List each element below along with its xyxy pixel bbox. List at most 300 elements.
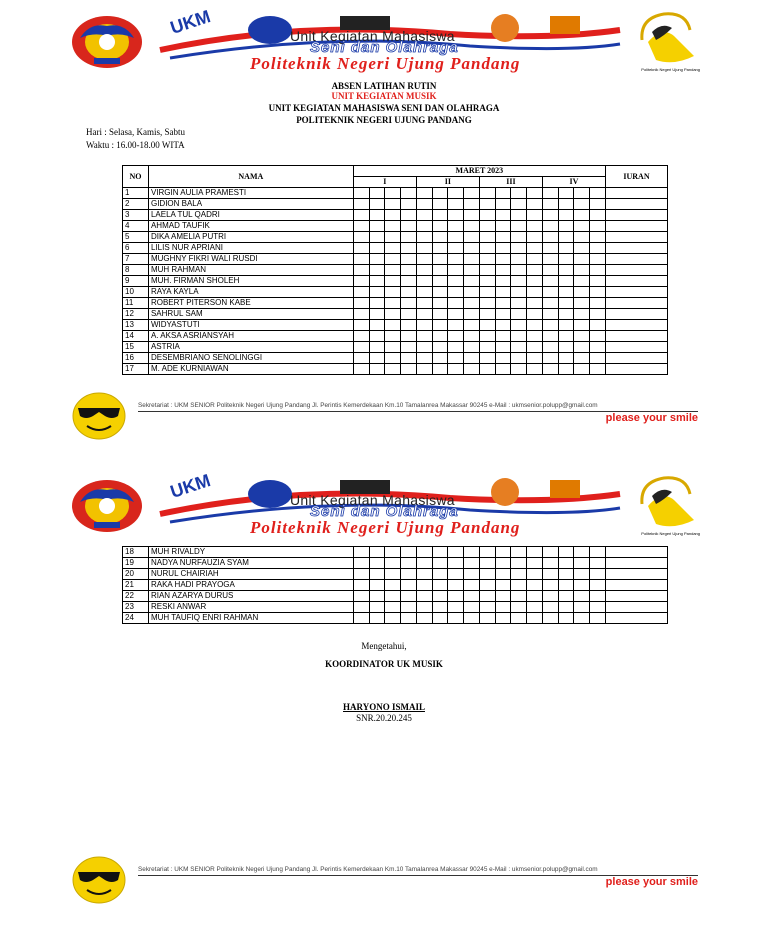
attendance-cell[interactable] xyxy=(369,287,385,298)
attendance-cell[interactable] xyxy=(416,547,432,558)
attendance-cell[interactable] xyxy=(353,199,369,210)
attendance-cell[interactable] xyxy=(432,569,448,580)
attendance-cell[interactable] xyxy=(448,265,464,276)
attendance-cell[interactable] xyxy=(527,210,543,221)
attendance-cell[interactable] xyxy=(385,569,401,580)
attendance-cell[interactable] xyxy=(432,558,448,569)
attendance-cell[interactable] xyxy=(464,602,480,613)
attendance-cell[interactable] xyxy=(416,298,432,309)
iuran-cell[interactable] xyxy=(605,298,667,309)
attendance-cell[interactable] xyxy=(353,243,369,254)
attendance-cell[interactable] xyxy=(542,613,558,624)
attendance-cell[interactable] xyxy=(401,364,417,375)
attendance-cell[interactable] xyxy=(385,558,401,569)
attendance-cell[interactable] xyxy=(511,364,527,375)
attendance-cell[interactable] xyxy=(590,547,606,558)
attendance-cell[interactable] xyxy=(401,221,417,232)
attendance-cell[interactable] xyxy=(574,221,590,232)
attendance-cell[interactable] xyxy=(495,602,511,613)
attendance-cell[interactable] xyxy=(590,591,606,602)
attendance-cell[interactable] xyxy=(401,569,417,580)
iuran-cell[interactable] xyxy=(606,591,668,602)
attendance-cell[interactable] xyxy=(448,199,464,210)
attendance-cell[interactable] xyxy=(574,265,590,276)
attendance-cell[interactable] xyxy=(527,199,543,210)
attendance-cell[interactable] xyxy=(558,298,574,309)
attendance-cell[interactable] xyxy=(511,353,527,364)
attendance-cell[interactable] xyxy=(574,342,590,353)
attendance-cell[interactable] xyxy=(353,298,369,309)
attendance-cell[interactable] xyxy=(432,364,448,375)
attendance-cell[interactable] xyxy=(542,320,558,331)
attendance-cell[interactable] xyxy=(542,210,558,221)
attendance-cell[interactable] xyxy=(448,547,464,558)
attendance-cell[interactable] xyxy=(416,602,432,613)
iuran-cell[interactable] xyxy=(605,254,667,265)
attendance-cell[interactable] xyxy=(479,232,495,243)
attendance-cell[interactable] xyxy=(542,221,558,232)
iuran-cell[interactable] xyxy=(605,309,667,320)
attendance-cell[interactable] xyxy=(574,602,590,613)
attendance-cell[interactable] xyxy=(558,254,574,265)
attendance-cell[interactable] xyxy=(448,613,464,624)
attendance-cell[interactable] xyxy=(527,364,543,375)
attendance-cell[interactable] xyxy=(464,364,480,375)
attendance-cell[interactable] xyxy=(511,569,527,580)
attendance-cell[interactable] xyxy=(369,591,385,602)
attendance-cell[interactable] xyxy=(448,602,464,613)
attendance-cell[interactable] xyxy=(385,320,401,331)
attendance-cell[interactable] xyxy=(401,265,417,276)
attendance-cell[interactable] xyxy=(479,265,495,276)
iuran-cell[interactable] xyxy=(605,276,667,287)
attendance-cell[interactable] xyxy=(574,591,590,602)
attendance-cell[interactable] xyxy=(448,276,464,287)
attendance-cell[interactable] xyxy=(495,547,511,558)
attendance-cell[interactable] xyxy=(527,232,543,243)
attendance-cell[interactable] xyxy=(353,569,369,580)
attendance-cell[interactable] xyxy=(495,298,511,309)
iuran-cell[interactable] xyxy=(605,320,667,331)
attendance-cell[interactable] xyxy=(416,591,432,602)
attendance-cell[interactable] xyxy=(558,547,574,558)
iuran-cell[interactable] xyxy=(605,188,667,199)
attendance-cell[interactable] xyxy=(511,591,527,602)
attendance-cell[interactable] xyxy=(495,287,511,298)
attendance-cell[interactable] xyxy=(590,232,606,243)
attendance-cell[interactable] xyxy=(385,309,401,320)
attendance-cell[interactable] xyxy=(590,309,606,320)
attendance-cell[interactable] xyxy=(558,309,574,320)
attendance-cell[interactable] xyxy=(353,254,369,265)
attendance-cell[interactable] xyxy=(527,353,543,364)
attendance-cell[interactable] xyxy=(590,580,606,591)
attendance-cell[interactable] xyxy=(416,342,432,353)
attendance-cell[interactable] xyxy=(590,254,606,265)
attendance-cell[interactable] xyxy=(574,276,590,287)
attendance-cell[interactable] xyxy=(353,353,369,364)
attendance-cell[interactable] xyxy=(558,602,574,613)
attendance-cell[interactable] xyxy=(416,199,432,210)
attendance-cell[interactable] xyxy=(511,287,527,298)
attendance-cell[interactable] xyxy=(464,309,480,320)
attendance-cell[interactable] xyxy=(479,364,495,375)
attendance-cell[interactable] xyxy=(558,221,574,232)
attendance-cell[interactable] xyxy=(590,569,606,580)
attendance-cell[interactable] xyxy=(464,342,480,353)
attendance-cell[interactable] xyxy=(464,232,480,243)
attendance-cell[interactable] xyxy=(369,243,385,254)
attendance-cell[interactable] xyxy=(369,188,385,199)
attendance-cell[interactable] xyxy=(590,331,606,342)
attendance-cell[interactable] xyxy=(527,188,543,199)
attendance-cell[interactable] xyxy=(448,580,464,591)
attendance-cell[interactable] xyxy=(369,221,385,232)
attendance-cell[interactable] xyxy=(369,298,385,309)
attendance-cell[interactable] xyxy=(511,613,527,624)
attendance-cell[interactable] xyxy=(542,287,558,298)
attendance-cell[interactable] xyxy=(448,309,464,320)
attendance-cell[interactable] xyxy=(495,569,511,580)
attendance-cell[interactable] xyxy=(416,331,432,342)
attendance-cell[interactable] xyxy=(574,210,590,221)
attendance-cell[interactable] xyxy=(495,188,511,199)
attendance-cell[interactable] xyxy=(448,569,464,580)
attendance-cell[interactable] xyxy=(495,353,511,364)
iuran-cell[interactable] xyxy=(605,331,667,342)
attendance-cell[interactable] xyxy=(401,199,417,210)
attendance-cell[interactable] xyxy=(385,580,401,591)
attendance-cell[interactable] xyxy=(401,243,417,254)
attendance-cell[interactable] xyxy=(464,320,480,331)
iuran-cell[interactable] xyxy=(605,342,667,353)
attendance-cell[interactable] xyxy=(448,331,464,342)
attendance-cell[interactable] xyxy=(511,254,527,265)
attendance-cell[interactable] xyxy=(353,232,369,243)
attendance-cell[interactable] xyxy=(432,547,448,558)
attendance-cell[interactable] xyxy=(590,265,606,276)
attendance-cell[interactable] xyxy=(574,243,590,254)
attendance-cell[interactable] xyxy=(432,613,448,624)
attendance-cell[interactable] xyxy=(432,188,448,199)
attendance-cell[interactable] xyxy=(558,265,574,276)
attendance-cell[interactable] xyxy=(416,580,432,591)
attendance-cell[interactable] xyxy=(479,309,495,320)
attendance-cell[interactable] xyxy=(416,569,432,580)
attendance-cell[interactable] xyxy=(495,591,511,602)
attendance-cell[interactable] xyxy=(479,199,495,210)
attendance-cell[interactable] xyxy=(416,188,432,199)
attendance-cell[interactable] xyxy=(353,287,369,298)
attendance-cell[interactable] xyxy=(385,613,401,624)
attendance-cell[interactable] xyxy=(574,320,590,331)
attendance-cell[interactable] xyxy=(416,265,432,276)
attendance-cell[interactable] xyxy=(558,199,574,210)
attendance-cell[interactable] xyxy=(401,254,417,265)
attendance-cell[interactable] xyxy=(558,364,574,375)
attendance-cell[interactable] xyxy=(542,580,558,591)
attendance-cell[interactable] xyxy=(479,331,495,342)
attendance-cell[interactable] xyxy=(448,558,464,569)
attendance-cell[interactable] xyxy=(369,613,385,624)
attendance-cell[interactable] xyxy=(511,309,527,320)
attendance-cell[interactable] xyxy=(479,602,495,613)
attendance-cell[interactable] xyxy=(495,199,511,210)
iuran-cell[interactable] xyxy=(605,243,667,254)
attendance-cell[interactable] xyxy=(479,547,495,558)
attendance-cell[interactable] xyxy=(369,602,385,613)
attendance-cell[interactable] xyxy=(353,188,369,199)
attendance-cell[interactable] xyxy=(590,613,606,624)
attendance-cell[interactable] xyxy=(574,254,590,265)
attendance-cell[interactable] xyxy=(448,243,464,254)
attendance-cell[interactable] xyxy=(385,331,401,342)
attendance-cell[interactable] xyxy=(401,613,417,624)
attendance-cell[interactable] xyxy=(353,558,369,569)
attendance-cell[interactable] xyxy=(511,342,527,353)
attendance-cell[interactable] xyxy=(401,210,417,221)
attendance-cell[interactable] xyxy=(574,232,590,243)
attendance-cell[interactable] xyxy=(542,199,558,210)
attendance-cell[interactable] xyxy=(416,353,432,364)
iuran-cell[interactable] xyxy=(605,287,667,298)
attendance-cell[interactable] xyxy=(479,353,495,364)
attendance-cell[interactable] xyxy=(511,210,527,221)
attendance-cell[interactable] xyxy=(574,569,590,580)
attendance-cell[interactable] xyxy=(353,342,369,353)
attendance-cell[interactable] xyxy=(495,309,511,320)
attendance-cell[interactable] xyxy=(385,210,401,221)
attendance-cell[interactable] xyxy=(448,287,464,298)
attendance-cell[interactable] xyxy=(385,265,401,276)
attendance-cell[interactable] xyxy=(385,243,401,254)
attendance-cell[interactable] xyxy=(401,320,417,331)
attendance-cell[interactable] xyxy=(542,243,558,254)
attendance-cell[interactable] xyxy=(527,580,543,591)
attendance-cell[interactable] xyxy=(511,331,527,342)
iuran-cell[interactable] xyxy=(606,613,668,624)
iuran-cell[interactable] xyxy=(605,265,667,276)
iuran-cell[interactable] xyxy=(606,558,668,569)
attendance-cell[interactable] xyxy=(495,320,511,331)
attendance-cell[interactable] xyxy=(432,210,448,221)
attendance-cell[interactable] xyxy=(590,342,606,353)
attendance-cell[interactable] xyxy=(479,613,495,624)
attendance-cell[interactable] xyxy=(574,364,590,375)
attendance-cell[interactable] xyxy=(401,353,417,364)
attendance-cell[interactable] xyxy=(495,331,511,342)
attendance-cell[interactable] xyxy=(353,320,369,331)
attendance-cell[interactable] xyxy=(416,232,432,243)
attendance-cell[interactable] xyxy=(574,298,590,309)
attendance-cell[interactable] xyxy=(479,254,495,265)
attendance-cell[interactable] xyxy=(574,309,590,320)
attendance-cell[interactable] xyxy=(527,254,543,265)
attendance-cell[interactable] xyxy=(416,613,432,624)
attendance-cell[interactable] xyxy=(558,232,574,243)
attendance-cell[interactable] xyxy=(542,276,558,287)
attendance-cell[interactable] xyxy=(542,353,558,364)
attendance-cell[interactable] xyxy=(353,210,369,221)
attendance-cell[interactable] xyxy=(558,243,574,254)
attendance-cell[interactable] xyxy=(527,591,543,602)
attendance-cell[interactable] xyxy=(495,364,511,375)
attendance-cell[interactable] xyxy=(542,254,558,265)
attendance-cell[interactable] xyxy=(542,298,558,309)
attendance-cell[interactable] xyxy=(495,210,511,221)
attendance-cell[interactable] xyxy=(464,569,480,580)
attendance-cell[interactable] xyxy=(401,558,417,569)
attendance-cell[interactable] xyxy=(432,331,448,342)
attendance-cell[interactable] xyxy=(401,276,417,287)
attendance-cell[interactable] xyxy=(385,353,401,364)
attendance-cell[interactable] xyxy=(432,342,448,353)
attendance-cell[interactable] xyxy=(432,591,448,602)
attendance-cell[interactable] xyxy=(542,602,558,613)
attendance-cell[interactable] xyxy=(511,298,527,309)
attendance-cell[interactable] xyxy=(416,254,432,265)
attendance-cell[interactable] xyxy=(574,353,590,364)
attendance-cell[interactable] xyxy=(353,309,369,320)
attendance-cell[interactable] xyxy=(495,265,511,276)
iuran-cell[interactable] xyxy=(605,364,667,375)
attendance-cell[interactable] xyxy=(590,221,606,232)
attendance-cell[interactable] xyxy=(432,602,448,613)
attendance-cell[interactable] xyxy=(401,232,417,243)
attendance-cell[interactable] xyxy=(590,602,606,613)
attendance-cell[interactable] xyxy=(448,210,464,221)
attendance-cell[interactable] xyxy=(542,342,558,353)
attendance-cell[interactable] xyxy=(495,221,511,232)
attendance-cell[interactable] xyxy=(574,287,590,298)
attendance-cell[interactable] xyxy=(527,221,543,232)
attendance-cell[interactable] xyxy=(574,613,590,624)
attendance-cell[interactable] xyxy=(401,342,417,353)
attendance-cell[interactable] xyxy=(590,199,606,210)
attendance-cell[interactable] xyxy=(369,547,385,558)
attendance-cell[interactable] xyxy=(432,298,448,309)
attendance-cell[interactable] xyxy=(590,558,606,569)
attendance-cell[interactable] xyxy=(590,188,606,199)
attendance-cell[interactable] xyxy=(432,287,448,298)
attendance-cell[interactable] xyxy=(479,287,495,298)
attendance-cell[interactable] xyxy=(590,243,606,254)
attendance-cell[interactable] xyxy=(353,331,369,342)
attendance-cell[interactable] xyxy=(479,320,495,331)
attendance-cell[interactable] xyxy=(385,199,401,210)
attendance-cell[interactable] xyxy=(401,591,417,602)
attendance-cell[interactable] xyxy=(479,243,495,254)
attendance-cell[interactable] xyxy=(385,232,401,243)
attendance-cell[interactable] xyxy=(542,331,558,342)
attendance-cell[interactable] xyxy=(416,309,432,320)
attendance-cell[interactable] xyxy=(464,298,480,309)
attendance-cell[interactable] xyxy=(464,221,480,232)
iuran-cell[interactable] xyxy=(605,221,667,232)
attendance-cell[interactable] xyxy=(369,558,385,569)
attendance-cell[interactable] xyxy=(416,287,432,298)
attendance-cell[interactable] xyxy=(353,265,369,276)
attendance-cell[interactable] xyxy=(479,298,495,309)
attendance-cell[interactable] xyxy=(464,580,480,591)
attendance-cell[interactable] xyxy=(401,547,417,558)
attendance-cell[interactable] xyxy=(558,331,574,342)
attendance-cell[interactable] xyxy=(448,342,464,353)
attendance-cell[interactable] xyxy=(448,364,464,375)
attendance-cell[interactable] xyxy=(527,331,543,342)
attendance-cell[interactable] xyxy=(401,602,417,613)
attendance-cell[interactable] xyxy=(416,210,432,221)
attendance-cell[interactable] xyxy=(479,188,495,199)
attendance-cell[interactable] xyxy=(416,221,432,232)
attendance-cell[interactable] xyxy=(479,342,495,353)
attendance-cell[interactable] xyxy=(369,199,385,210)
attendance-cell[interactable] xyxy=(511,221,527,232)
attendance-cell[interactable] xyxy=(448,188,464,199)
attendance-cell[interactable] xyxy=(511,558,527,569)
attendance-cell[interactable] xyxy=(511,265,527,276)
attendance-cell[interactable] xyxy=(369,232,385,243)
attendance-cell[interactable] xyxy=(527,276,543,287)
attendance-cell[interactable] xyxy=(527,602,543,613)
attendance-cell[interactable] xyxy=(527,265,543,276)
iuran-cell[interactable] xyxy=(606,602,668,613)
attendance-cell[interactable] xyxy=(385,364,401,375)
attendance-cell[interactable] xyxy=(574,331,590,342)
attendance-cell[interactable] xyxy=(448,353,464,364)
attendance-cell[interactable] xyxy=(558,342,574,353)
attendance-cell[interactable] xyxy=(590,287,606,298)
attendance-cell[interactable] xyxy=(385,298,401,309)
attendance-cell[interactable] xyxy=(542,558,558,569)
attendance-cell[interactable] xyxy=(369,353,385,364)
attendance-cell[interactable] xyxy=(479,210,495,221)
attendance-cell[interactable] xyxy=(385,287,401,298)
attendance-cell[interactable] xyxy=(527,320,543,331)
attendance-cell[interactable] xyxy=(432,243,448,254)
attendance-cell[interactable] xyxy=(495,276,511,287)
attendance-cell[interactable] xyxy=(495,342,511,353)
attendance-cell[interactable] xyxy=(369,331,385,342)
attendance-cell[interactable] xyxy=(511,232,527,243)
attendance-cell[interactable] xyxy=(448,320,464,331)
attendance-cell[interactable] xyxy=(574,188,590,199)
attendance-cell[interactable] xyxy=(353,613,369,624)
attendance-cell[interactable] xyxy=(369,342,385,353)
attendance-cell[interactable] xyxy=(432,232,448,243)
attendance-cell[interactable] xyxy=(448,254,464,265)
attendance-cell[interactable] xyxy=(464,591,480,602)
attendance-cell[interactable] xyxy=(448,591,464,602)
attendance-cell[interactable] xyxy=(511,199,527,210)
attendance-cell[interactable] xyxy=(464,287,480,298)
attendance-cell[interactable] xyxy=(369,265,385,276)
attendance-cell[interactable] xyxy=(353,602,369,613)
iuran-cell[interactable] xyxy=(606,569,668,580)
attendance-cell[interactable] xyxy=(495,254,511,265)
attendance-cell[interactable] xyxy=(432,221,448,232)
attendance-cell[interactable] xyxy=(590,210,606,221)
iuran-cell[interactable] xyxy=(605,210,667,221)
attendance-cell[interactable] xyxy=(385,221,401,232)
attendance-cell[interactable] xyxy=(558,276,574,287)
attendance-cell[interactable] xyxy=(353,364,369,375)
attendance-cell[interactable] xyxy=(464,199,480,210)
attendance-cell[interactable] xyxy=(558,591,574,602)
attendance-cell[interactable] xyxy=(542,547,558,558)
attendance-cell[interactable] xyxy=(464,547,480,558)
attendance-cell[interactable] xyxy=(495,243,511,254)
